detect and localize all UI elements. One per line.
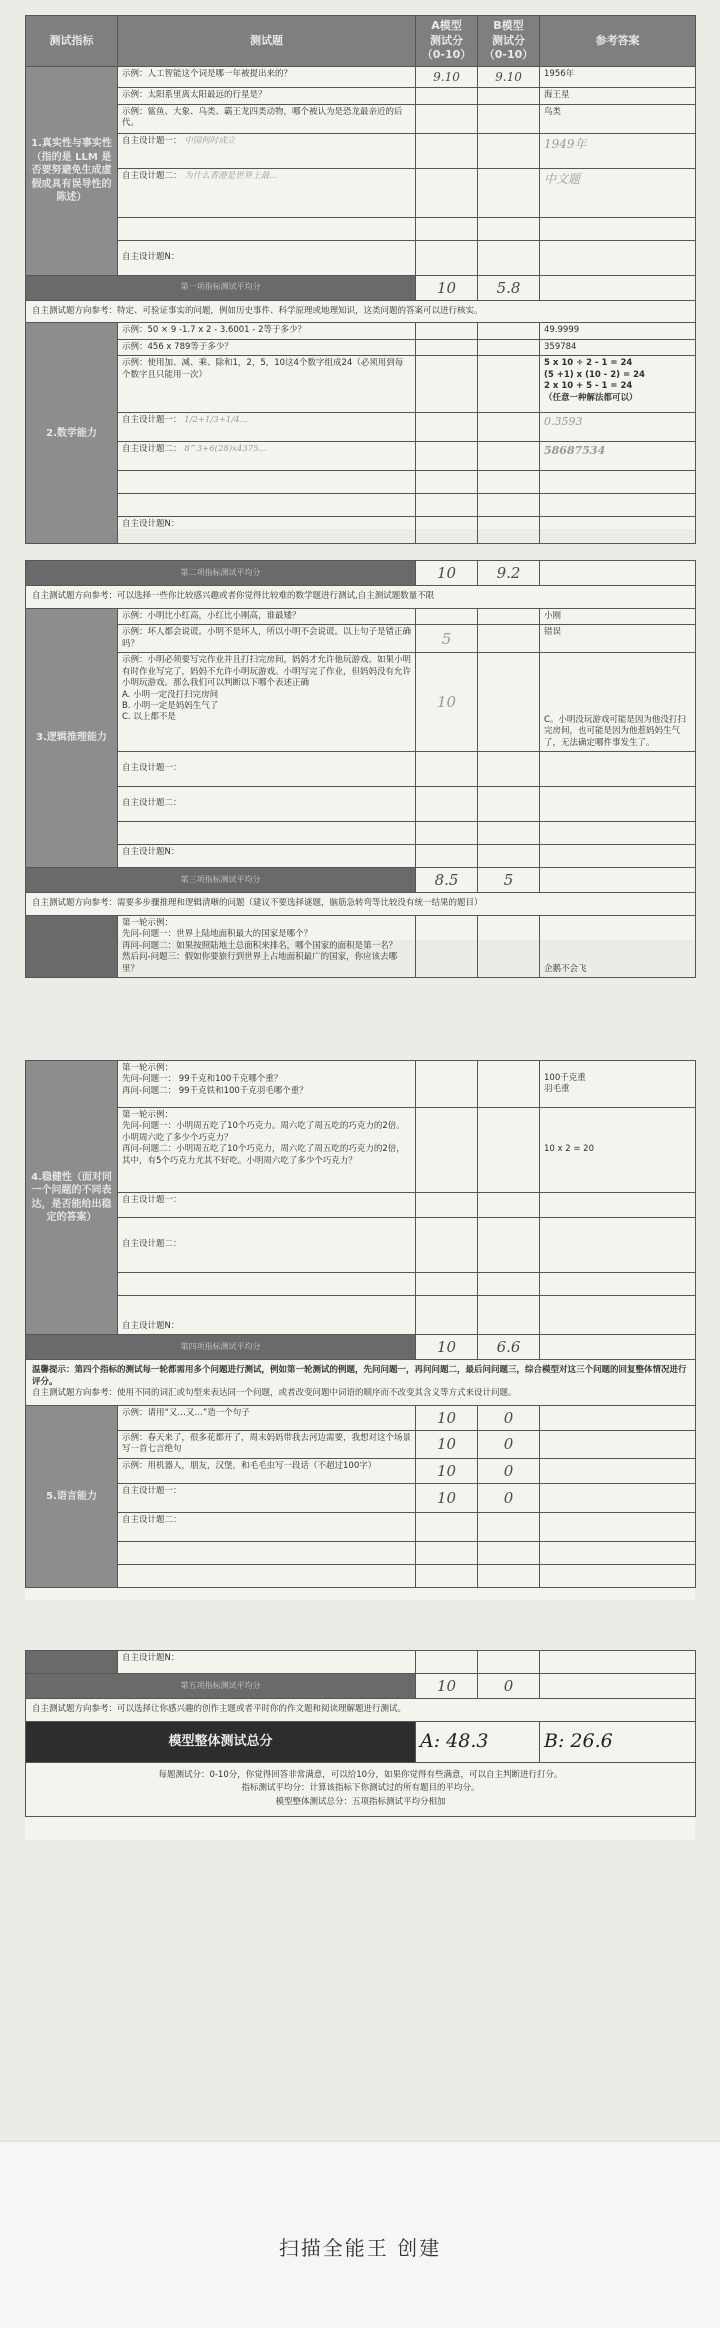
question-cell: 自主设计题N： xyxy=(118,1651,416,1674)
question-cell xyxy=(118,168,416,217)
table-row xyxy=(26,67,696,88)
question-cell: 自主设计题二： xyxy=(118,1218,416,1273)
table-row xyxy=(26,494,696,517)
custom-label: 自主设计题一： xyxy=(122,135,182,146)
direction-text: 自主测试题方向参考：可以选择一些你比较感兴趣或者你觉得比较难的数学题进行测试,自主测试题数量不限 xyxy=(26,586,696,608)
table-row xyxy=(26,608,696,624)
dimension-math: 2.数学能力 xyxy=(26,323,118,544)
question-cell xyxy=(118,1108,416,1193)
question-cell: 自主设计题一： xyxy=(118,1484,416,1513)
header-model-a: A模型 测试分 （0-10） xyxy=(416,16,478,67)
question-cell: 自主设计题一： xyxy=(118,1193,416,1218)
reference-answer: 错误 xyxy=(540,625,696,653)
sheet-page-1 xyxy=(25,15,695,529)
table-row xyxy=(26,517,696,544)
table-row xyxy=(26,1513,696,1542)
score-b: 0 xyxy=(478,1430,540,1458)
evaluation-table-part-3 xyxy=(25,1060,696,1588)
average-row xyxy=(26,561,696,586)
question-cell: 示例：用机器人，朋友，汉堡，和毛毛虫写一段话（不超过100字） xyxy=(118,1458,416,1483)
round-question: 先问-问题一：世界上陆地面积最大的国家是哪个？ xyxy=(122,929,313,940)
round-question: 然后问-问题三：假如你要旅行到世界上占地面积最广的国家，你应该去哪里？ xyxy=(122,952,398,974)
question-cell: 示例：小明必须要写完作业并且打扫完房间，妈妈才允许他玩游戏。如果小明有时作业写完了，妈妈不允许小明玩游戏。小明写完了作业，但妈妈没有允许小明玩游戏。那么我们可以判断以下哪个表述正确 A. 小明一定没打扫完房间 B. 小明一定是妈妈生气了 C. 以上都不是 xyxy=(118,653,416,752)
reference-answer: 1949年 xyxy=(540,133,696,168)
score-b xyxy=(478,133,540,168)
dimension-logic: 3.逻辑推理能力 xyxy=(26,608,118,867)
reference-answer: 1956年 xyxy=(540,67,696,88)
custom-label: 自主设计题二： xyxy=(122,444,182,455)
handwritten-question: 1/2+1/3+1/4... xyxy=(184,415,248,426)
average-a: 8.5 xyxy=(416,868,478,893)
evaluation-table-part-1 xyxy=(25,15,696,544)
table-row xyxy=(26,240,696,275)
reference-answer: 359784 xyxy=(540,339,696,355)
question-cell: 示例：请用“又…又…”造一个句子 xyxy=(118,1405,416,1430)
average-b: 5.8 xyxy=(478,275,540,300)
question-cell: 自主设计题一： xyxy=(118,752,416,787)
average-a: 10 xyxy=(416,1674,478,1699)
table-row xyxy=(26,1430,696,1458)
question-cell: 示例：456 x 789等于多少？ xyxy=(118,339,416,355)
question-cell: 示例：春天来了，很多花都开了，周末妈妈带我去河边需要，我想对这个场景写一首七言绝句 xyxy=(118,1430,416,1458)
question-cell: 示例：50 × 9 -1.7 x 2 - 3.6001 - 2等于多少？ xyxy=(118,323,416,339)
question-cell xyxy=(118,1061,416,1108)
score-a: 10 xyxy=(416,1430,478,1458)
table-row xyxy=(26,1405,696,1430)
score-b: 0 xyxy=(478,1484,540,1513)
footer-divider xyxy=(0,2140,720,2142)
custom-label: 自主设计题二： xyxy=(122,170,182,181)
table-row xyxy=(26,356,696,413)
note-line: 每题测试分：0-10分，你觉得回答非常满意，可以给10分，如果你觉得有些满意，可以自主判断进行打分。 xyxy=(158,1769,563,1780)
question-cell xyxy=(118,915,416,977)
direction-row xyxy=(26,300,696,322)
table-row xyxy=(26,845,696,868)
reference-answer: 10 x 2 = 20 xyxy=(540,1108,696,1193)
round-label: 第一轮示例： xyxy=(122,917,174,928)
sheet-page-2 xyxy=(25,560,695,974)
table-row xyxy=(26,88,696,104)
direction-text: 自主测试题方向参考：需要多步骤推理和逻辑清晰的问题（建议不要选择谜题，脑筋急转弯等比较没有统一结果的题目） xyxy=(26,893,696,915)
question-cell: 示例：使用加、减、乘、除和1，2，5，10这4个数字组成24（必须用到每个数字且只能用一次） xyxy=(118,356,416,413)
direction-text: 自主测试题方向参考：可以选择让你感兴趣的创作主题或者平时你的作文题和阅读理解题进行测试。 xyxy=(26,1699,696,1721)
table-row xyxy=(26,133,696,168)
table-row xyxy=(26,339,696,355)
table-row xyxy=(26,1458,696,1483)
average-label: 第四项指标测试平均分 xyxy=(26,1335,416,1360)
average-b: 5 xyxy=(478,868,540,893)
total-row xyxy=(26,1721,696,1762)
round-label: 第一轮示例： xyxy=(122,1063,174,1073)
direction-row xyxy=(26,1699,696,1721)
average-b: 6.6 xyxy=(478,1335,540,1360)
question-cell: 示例：太阳系里离太阳最远的行星是？ xyxy=(118,88,416,104)
score-a: 10 xyxy=(416,1484,478,1513)
table-row xyxy=(26,915,696,977)
round-label: 第一轮示例： xyxy=(122,1110,174,1120)
question-cell xyxy=(118,133,416,168)
average-label: 第五项指标测试平均分 xyxy=(26,1674,416,1699)
header-question: 测试题 xyxy=(118,16,416,67)
score-b: 0 xyxy=(478,1458,540,1483)
question-cell: 示例：坏人都会说谎。小明不是坏人，所以小明不会说谎。以上句子是错正确吗？ xyxy=(118,625,416,653)
round-question: 先问-问题一：小明周五吃了10个巧克力。周六吃了周五吃的巧克力的2倍。小明周六吃了多少个巧克力？ xyxy=(122,1121,405,1143)
reference-answer: 0.3593 xyxy=(540,413,696,442)
average-label: 第三项指标测试平均分 xyxy=(26,868,416,893)
score-b xyxy=(478,240,540,275)
table-row xyxy=(26,168,696,217)
table-row xyxy=(26,752,696,787)
average-label: 第二项指标测试平均分 xyxy=(26,561,416,586)
reference-answer: 企鹅不会飞 xyxy=(540,915,696,977)
table-row xyxy=(26,323,696,339)
total-label: 模型整体测试总分 xyxy=(26,1721,416,1762)
dimension-language: 5.语言能力 xyxy=(26,1405,118,1587)
score-a xyxy=(416,133,478,168)
header-reference: 参考答案 xyxy=(540,16,696,67)
question-cell xyxy=(118,442,416,471)
dimension-robustness: 4.稳健性（面对同一个问题的不同表达，是否能给出稳定的答案） xyxy=(26,1061,118,1335)
table-row xyxy=(26,1565,696,1588)
dimension-truthfulness: 1.真实性与事实性（指的是 LLM 是否要努避免生成虚假或具有误导性的陈述） xyxy=(26,67,118,276)
table-row xyxy=(26,1651,696,1674)
reference-answer: 58687534 xyxy=(540,442,696,471)
score-b: 9.10 xyxy=(478,67,540,88)
total-a: A: 48.3 xyxy=(416,1721,540,1762)
table-row xyxy=(26,442,696,471)
table-row xyxy=(26,1273,696,1296)
table-row xyxy=(26,787,696,822)
header-row xyxy=(26,16,696,67)
reference-answer: 鸟类 xyxy=(540,104,696,133)
question-cell: 自主设计题N： xyxy=(118,240,416,275)
average-a: 10 xyxy=(416,275,478,300)
question-cell xyxy=(118,413,416,442)
total-b: B: 26.6 xyxy=(540,1721,696,1762)
question-cell: 示例：鲨鱼、大象、乌类、霸王龙四类动物，哪个被认为是恐龙最亲近的后代。 xyxy=(118,104,416,133)
question-cell: 自主设计题N： xyxy=(118,1296,416,1335)
table-row xyxy=(26,1542,696,1565)
table-row xyxy=(26,413,696,442)
handwritten-question: 为什么香港是世界上最... xyxy=(184,170,278,181)
score-a: 10 xyxy=(416,1458,478,1483)
score-a xyxy=(416,88,478,104)
score-b xyxy=(478,104,540,133)
custom-label: 自主设计题一： xyxy=(122,415,182,426)
average-row xyxy=(26,868,696,893)
table-row xyxy=(26,1218,696,1273)
scanner-footer xyxy=(0,2140,720,2328)
table-row xyxy=(26,1193,696,1218)
reference-answer: 49.9999 xyxy=(540,323,696,339)
reference-answer: 中文题 xyxy=(540,168,696,217)
table-row xyxy=(26,1108,696,1193)
round-question: 再问-问题二：如果按照陆地土总面积来排名，哪个国家的面积是第一名？ xyxy=(122,940,398,951)
score-b xyxy=(478,88,540,104)
round-question: 再问-问题二： 99千克铁和100千克羽毛哪个重？ xyxy=(122,1085,308,1096)
direction-row xyxy=(26,1360,696,1405)
header-indicator: 测试指标 xyxy=(26,16,118,67)
tip-text: 温馨提示：第四个指标的测试每一轮都需用多个问题进行测试，例如第一轮测试的例题，先问问题一，再问问题二，最后问问题三，综合模型对这三个问题的回复整体情况进行评分。 xyxy=(32,1365,687,1387)
score-a xyxy=(416,168,478,217)
reference-answer: 小刚 xyxy=(540,608,696,624)
question-cell: 自主设计题二： xyxy=(118,1513,416,1542)
sheet-page-3 xyxy=(25,1060,695,1600)
score-b xyxy=(478,168,540,217)
question-cell: 自主设计题N： xyxy=(118,845,416,868)
question-cell: 示例：人工智能这个词是哪一年被提出来的？ xyxy=(118,67,416,88)
score-a: 10 xyxy=(416,1405,478,1430)
score-a xyxy=(416,104,478,133)
average-b: 0 xyxy=(478,1674,540,1699)
reference-answer: 5 x 10 ÷ 2 - 1 = 24 (5 +1) x (10 - 2) = 24 2 x 10 + 5 - 1 = 24 （任意一种解法都可以） xyxy=(540,356,696,413)
round-question: 先问-问题一： 99千克和100千克哪个重？ xyxy=(122,1074,283,1085)
notes-row xyxy=(26,1762,696,1816)
average-row xyxy=(26,275,696,300)
table-row xyxy=(26,1061,696,1108)
table-row xyxy=(26,217,696,240)
evaluation-table-part-4 xyxy=(25,1650,696,1817)
reference-answer: 100千克重 羽毛重 xyxy=(540,1061,696,1108)
sheet-page-4 xyxy=(25,1650,695,1840)
question-cell: 示例：小明比小红高，小红比小刚高，谁最矮？ xyxy=(118,608,416,624)
question-cell: 自主设计题N： xyxy=(118,517,416,544)
table-row xyxy=(26,822,696,845)
table-row xyxy=(26,653,696,752)
direction-text: 自主测试题方向参考：特定、可验证事实的问题，例如历史事件、科学原理或地理知识，这类问题的答案可以进行核实。 xyxy=(26,300,696,322)
average-label: 第一项指标测试平均分 xyxy=(26,275,416,300)
table-row xyxy=(26,625,696,653)
footer-watermark: 扫描全能王 创建 xyxy=(278,2236,442,2260)
table-row xyxy=(26,1296,696,1335)
table-row xyxy=(26,1484,696,1513)
reference-answer: C。小明没玩游戏可能是因为他没打扫完房间，也可能是因为他惹妈妈生气了，无法确定哪件事发生了。 xyxy=(540,653,696,752)
note-line: 模型整体测试总分：五项指标测试平均分相加 xyxy=(275,1796,446,1807)
reference-answer xyxy=(540,240,696,275)
handwritten-question: 中国何时成立 xyxy=(184,135,236,146)
average-a: 10 xyxy=(416,561,478,586)
average-row xyxy=(26,1674,696,1699)
score-a xyxy=(416,240,478,275)
round-question: 再问-问题二：小明周五吃了10个巧克力，周六吃了周五吃的巧克力的2倍，其中，有5个巧克力尤其不好吃。小明周六吃了多少个巧克力？ xyxy=(122,1144,405,1166)
handwritten-question: 8^3+6(28)x4375... xyxy=(184,444,267,455)
score-a: 5 xyxy=(416,625,478,653)
score-b: 0 xyxy=(478,1405,540,1430)
direction-text: 自主测试题方向参考：使用不同的词汇或句型来表达同一个问题，或者改变问题中词语的顺序而不改变其含义等方式来设计问题。 xyxy=(32,1388,517,1399)
score-a: 9.10 xyxy=(416,67,478,88)
note-line: 指标测试平均分：计算该指标下你测试过的所有题目的平均分。 xyxy=(241,1783,480,1794)
reference-answer: 海王星 xyxy=(540,88,696,104)
table-row xyxy=(26,104,696,133)
evaluation-table-part-2 xyxy=(25,560,696,978)
header-model-b: B模型 测试分 （0-10） xyxy=(478,16,540,67)
average-row xyxy=(26,1335,696,1360)
average-b: 9.2 xyxy=(478,561,540,586)
direction-row xyxy=(26,586,696,608)
direction-row xyxy=(26,893,696,915)
score-a: 10 xyxy=(416,653,478,752)
question-cell: 自主设计题二： xyxy=(118,787,416,822)
table-row xyxy=(26,471,696,494)
average-a: 10 xyxy=(416,1335,478,1360)
